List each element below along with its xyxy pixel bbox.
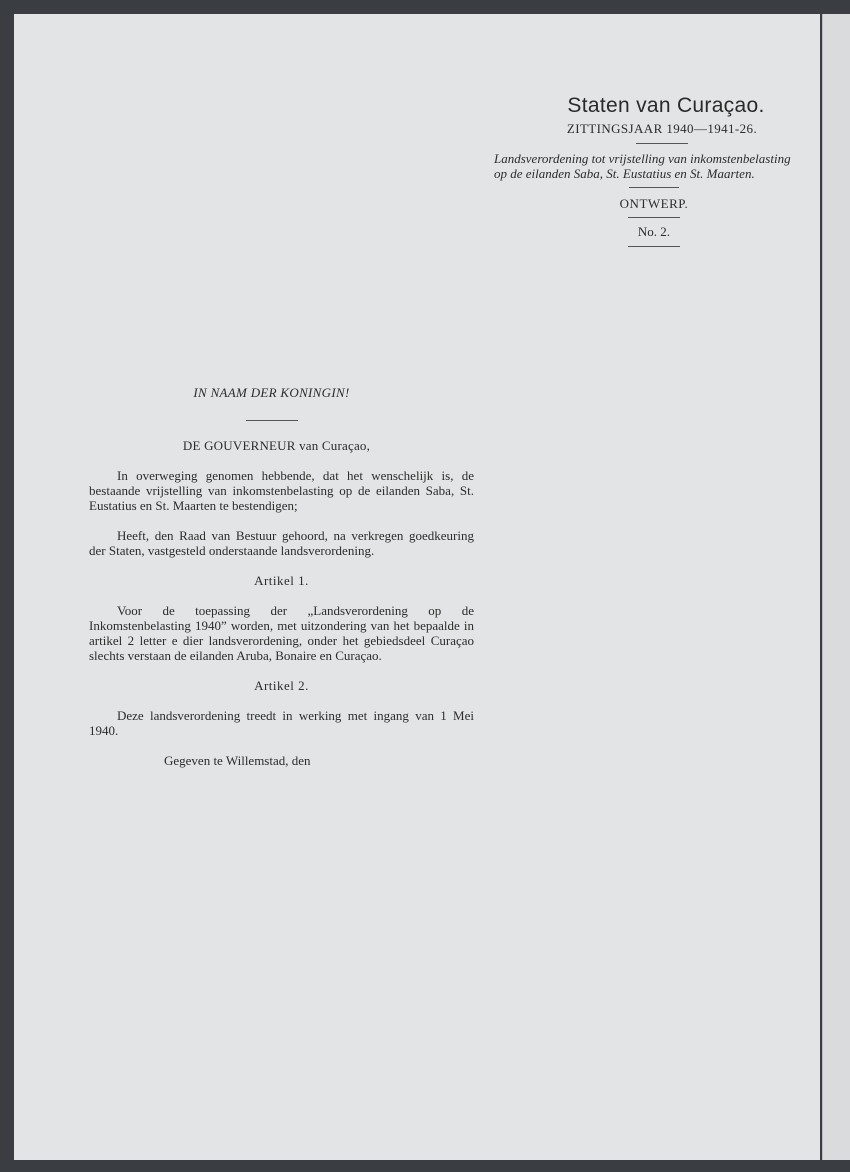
header-divider <box>628 246 680 247</box>
header-divider <box>629 187 679 188</box>
article-1-text: Voor de toepassing der „Landsverordening op de Inkomstenbelasting 1940” worden, met uitzondering van het bepaalde in artikel 2 letter e dier landsverordening, onder het gebiedsdeel Curaçao slechts verstaan de eilanden Aruba, Bonaire en Curaçao. <box>89 603 474 663</box>
body-divider <box>246 420 298 421</box>
header-divider <box>628 217 680 218</box>
header-divider <box>636 143 688 144</box>
article-2-heading: Artikel 2. <box>254 678 309 693</box>
document-page <box>14 14 820 1160</box>
draft-label: ONTWERP. <box>619 196 689 211</box>
document-body <box>89 385 474 768</box>
given-at-line: Gegeven te Willemstad, den <box>164 753 311 768</box>
header-subject: Landsverordening tot vrijstelling van inkomstenbelasting op de eilanden Saba, St. Eustatius en St. Maarten. <box>494 151 791 181</box>
considerans-paragraph: In overweging genomen hebbende, dat het wenschelijk is, de bestaande vrijstelling van inkomstenbelasting op de eilanden Saba, St. Eustatius en St. Maarten te bestendigen; <box>89 468 474 513</box>
article-1-heading: Artikel 1. <box>254 573 309 588</box>
document-header <box>484 94 804 247</box>
page-edge <box>822 14 850 1160</box>
document-number: No. 2. <box>637 224 671 239</box>
enactment-paragraph: Heeft, den Raad van Bestuur gehoord, na verkregen goedkeuring der Staten, vastgesteld onderstaande landsverordening. <box>89 528 474 558</box>
article-2-text: Deze landsverordening treedt in werking met ingang van 1 Mei 1940. <box>89 708 474 738</box>
header-title: Staten van Curaçao. <box>567 94 765 117</box>
invocation: IN NAAM DER KONINGIN! <box>193 385 350 400</box>
governor-line: DE GOUVERNEUR van Curaçao, <box>182 438 371 453</box>
header-session: ZITTINGSJAAR 1940—1941-26. <box>566 121 758 136</box>
